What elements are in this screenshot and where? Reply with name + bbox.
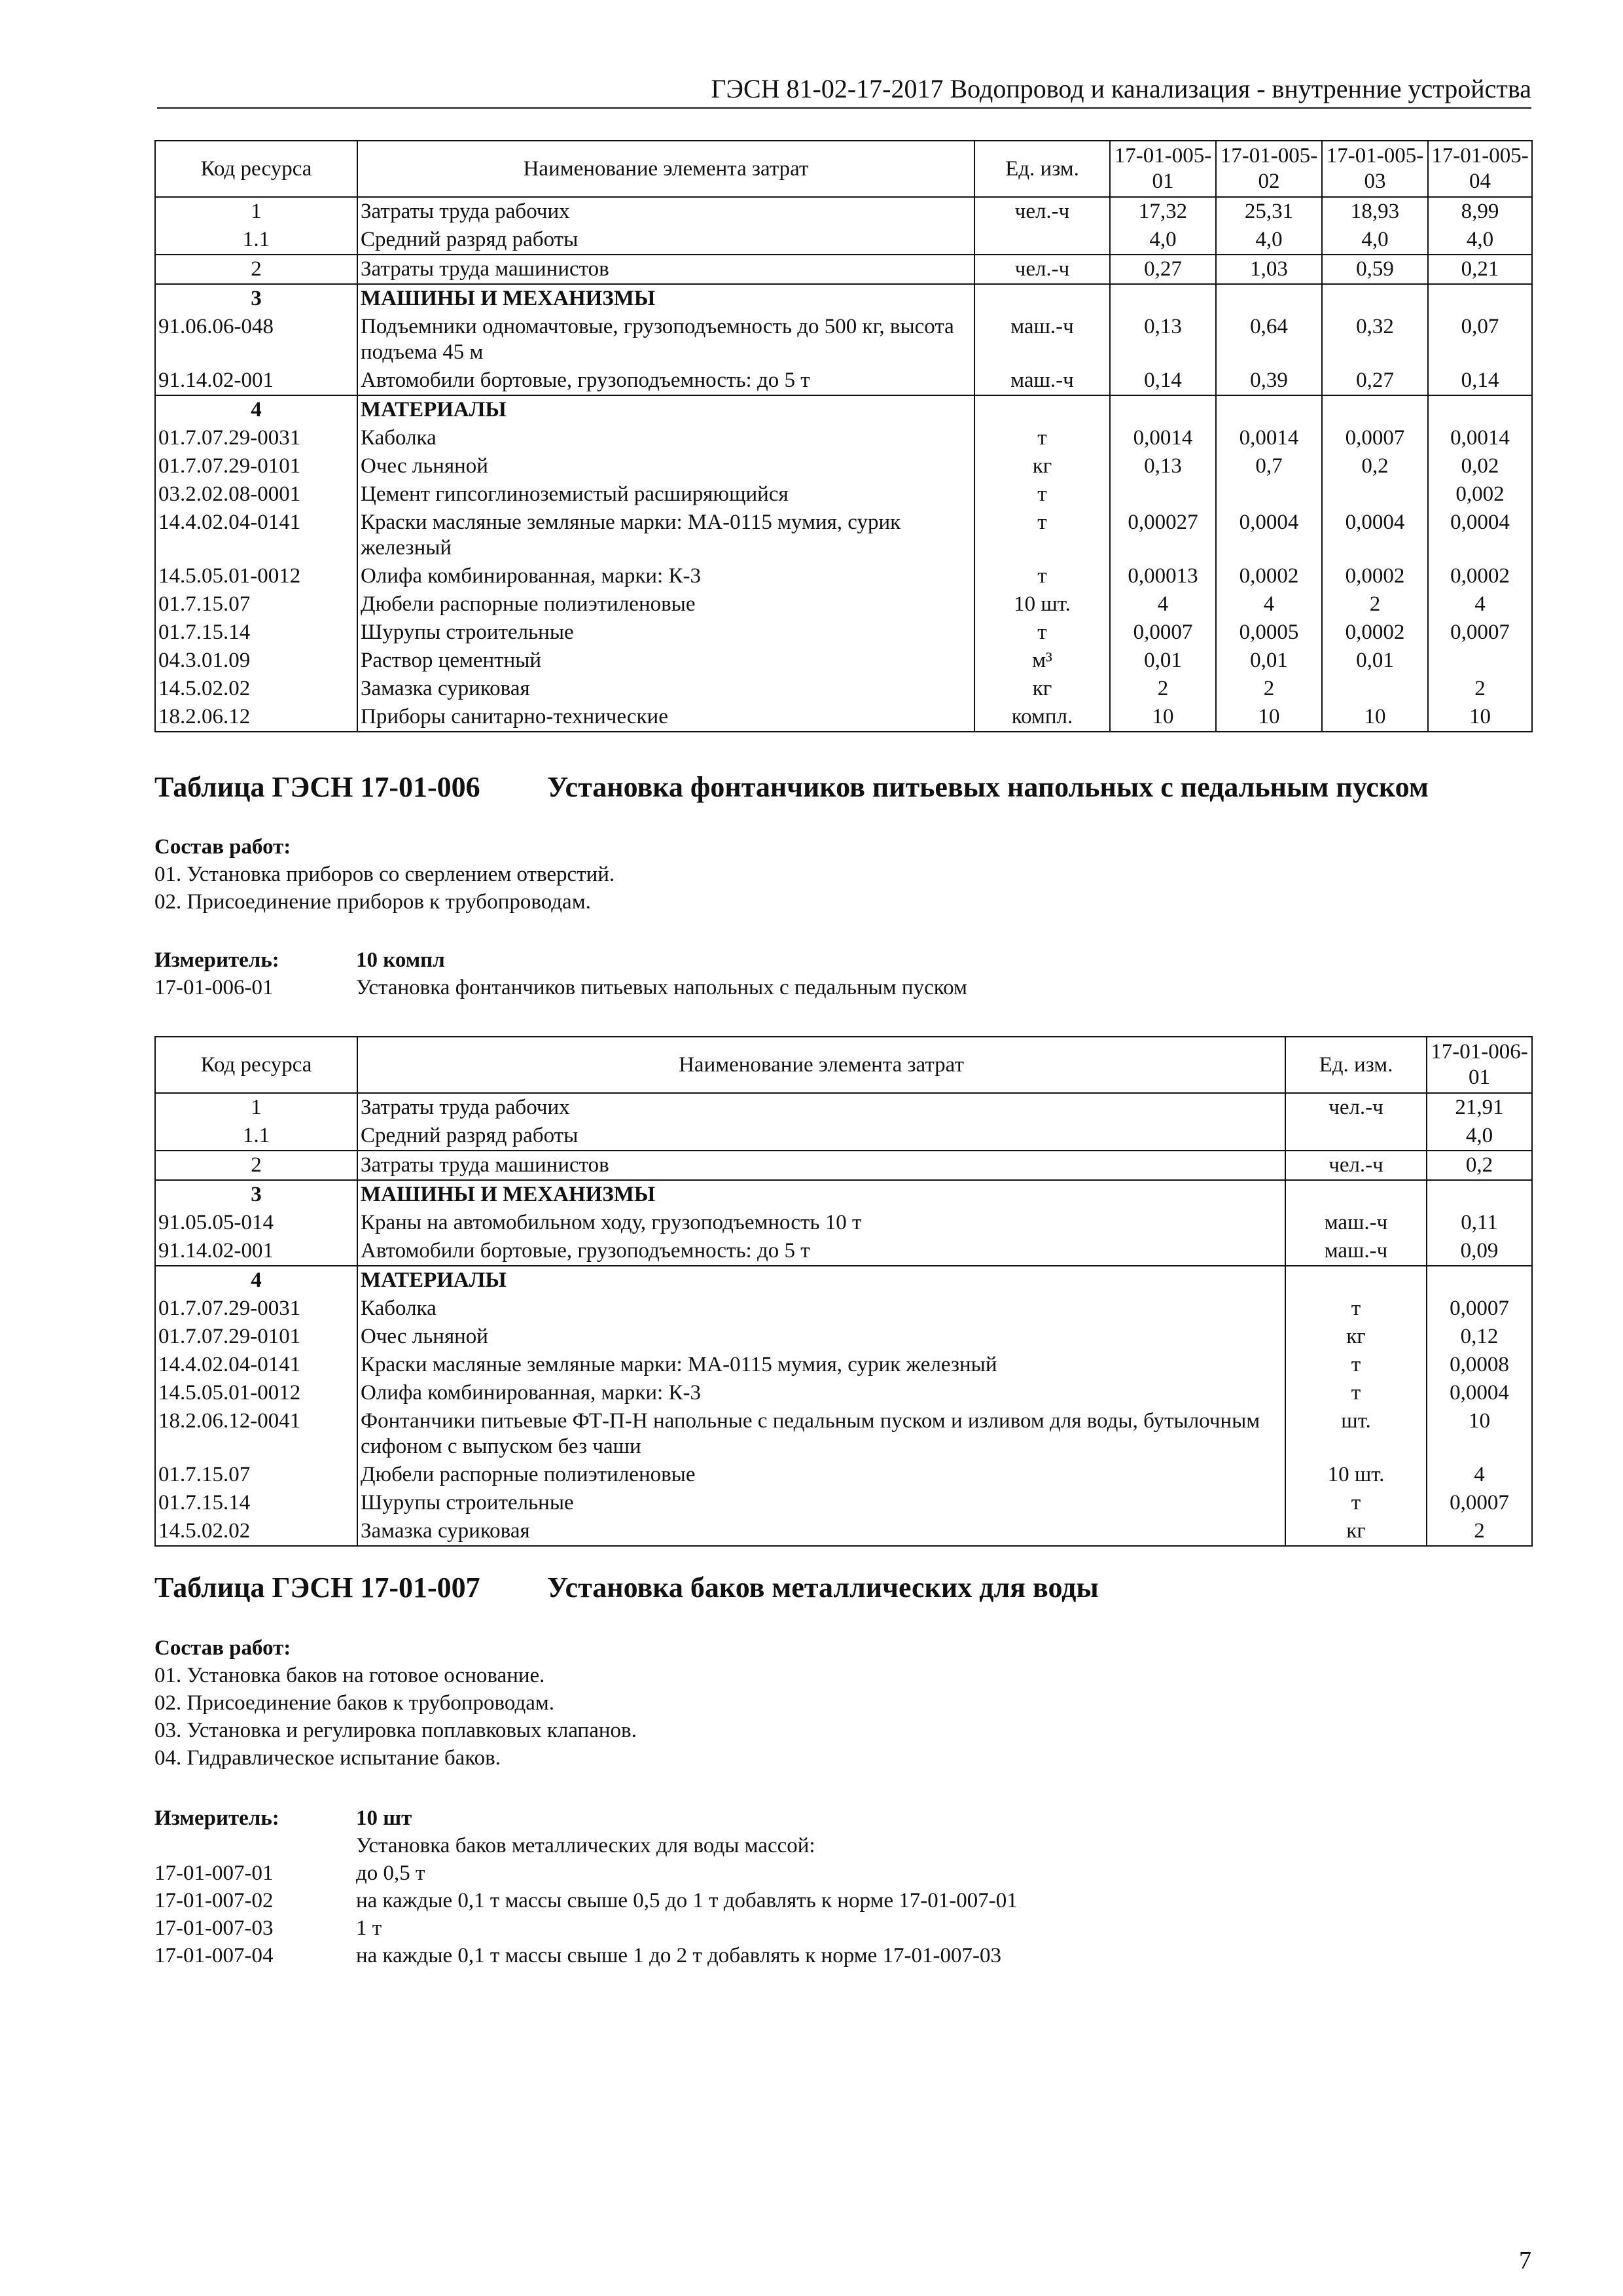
table-row bbox=[155, 1407, 1532, 1461]
resource-name: Фонтанчики питьевые ФТ-П-Н напольные с педальным пуском и изливом для воды, бутылочным сифоном с выпуском без чаши bbox=[357, 1407, 1285, 1461]
norm-code: 17-01-007-04 bbox=[154, 1944, 274, 1967]
unit-cell: т bbox=[974, 619, 1110, 647]
resource-code: 2 bbox=[155, 1151, 357, 1180]
unit-cell: 10 шт. bbox=[1285, 1461, 1427, 1489]
table-title-006 bbox=[154, 770, 1429, 804]
value-cell: 2 bbox=[1322, 590, 1428, 619]
table-row bbox=[155, 590, 1532, 619]
value-cell: 0,13 bbox=[1110, 313, 1216, 367]
table-row bbox=[155, 1489, 1532, 1517]
table-row bbox=[155, 367, 1532, 395]
col-norm-header: 17-01-005-04 bbox=[1428, 141, 1532, 197]
value-cell: 10 bbox=[1428, 703, 1532, 732]
work-item: 01. Установка приборов со сверлением отверстий. bbox=[154, 863, 615, 886]
norm-text: 1 т bbox=[356, 1916, 382, 1940]
col-norm-header: 17-01-005-01 bbox=[1110, 141, 1216, 197]
value-cell: 0,0004 bbox=[1427, 1379, 1532, 1407]
value-cell: 0,14 bbox=[1428, 367, 1532, 395]
resource-name: Автомобили бортовые, грузоподъемность: до 5 т bbox=[357, 1237, 1285, 1266]
value-cell: 0,59 bbox=[1322, 255, 1428, 284]
unit-cell: т bbox=[974, 562, 1110, 590]
value-cell: 0,0004 bbox=[1428, 509, 1532, 562]
resource-code: 4 bbox=[155, 1266, 357, 1295]
norm-text: на каждые 0,1 т массы свыше 0,5 до 1 т добавлять к норме 17-01-007-01 bbox=[356, 1889, 1018, 1912]
resource-code: 03.2.02.08-0001 bbox=[155, 480, 357, 509]
value-cell: 8,99 bbox=[1428, 197, 1532, 226]
unit-cell: чел.-ч bbox=[1285, 1093, 1427, 1122]
unit-cell: маш.-ч bbox=[974, 367, 1110, 395]
value-cell bbox=[1427, 1180, 1532, 1209]
resource-code: 01.7.07.29-0031 bbox=[155, 1295, 357, 1323]
resource-name: Приборы санитарно-технические bbox=[357, 703, 974, 732]
value-cell bbox=[1216, 395, 1322, 424]
value-cell: 0,0004 bbox=[1216, 509, 1322, 562]
value-cell: 4,0 bbox=[1110, 226, 1216, 255]
value-cell: 0,0007 bbox=[1427, 1295, 1532, 1323]
table-row bbox=[155, 1122, 1532, 1151]
resource-name: Краны на автомобильном ходу, грузоподъемность 10 т bbox=[357, 1209, 1285, 1237]
value-cell bbox=[1428, 647, 1532, 675]
meter-label: Измеритель: bbox=[154, 1806, 279, 1830]
resource-code: 01.7.07.29-0101 bbox=[155, 452, 357, 480]
value-cell: 4 bbox=[1427, 1461, 1532, 1489]
table-row bbox=[155, 255, 1532, 284]
table-row bbox=[155, 675, 1532, 703]
value-cell: 18,93 bbox=[1322, 197, 1428, 226]
value-cell: 2 bbox=[1216, 675, 1322, 703]
table-row bbox=[155, 1266, 1532, 1295]
value-cell: 0,0014 bbox=[1428, 424, 1532, 452]
resource-code: 01.7.15.14 bbox=[155, 1489, 357, 1517]
resource-name: Олифа комбинированная, марки: К-3 bbox=[357, 562, 974, 590]
unit-cell: чел.-ч bbox=[974, 255, 1110, 284]
resource-name: Каболка bbox=[357, 1295, 1285, 1323]
value-cell: 1,03 bbox=[1216, 255, 1322, 284]
resource-code: 1 bbox=[155, 1093, 357, 1122]
table-row bbox=[155, 1461, 1532, 1489]
value-cell: 0,02 bbox=[1428, 452, 1532, 480]
works-label: Состав работ: bbox=[154, 1636, 291, 1660]
work-item: 02. Присоединение приборов к трубопроводам. bbox=[154, 890, 591, 914]
resource-code: 14.5.02.02 bbox=[155, 675, 357, 703]
works-block-007 bbox=[154, 1634, 637, 1772]
table-label: Таблица ГЭСН 17-01-006 bbox=[154, 771, 480, 803]
resource-name: Краски масляные земляные марки: МА-0115 мумия, сурик железный bbox=[357, 1351, 1285, 1379]
unit-cell: т bbox=[1285, 1379, 1427, 1407]
resource-code: 91.05.05-014 bbox=[155, 1209, 357, 1237]
table-row bbox=[155, 452, 1532, 480]
table-row bbox=[155, 197, 1532, 226]
value-cell bbox=[1110, 395, 1216, 424]
unit-cell: 10 шт. bbox=[974, 590, 1110, 619]
resource-code: 91.06.06-048 bbox=[155, 313, 357, 367]
value-cell: 0,09 bbox=[1427, 1237, 1532, 1266]
resource-code: 14.5.05.01-0012 bbox=[155, 562, 357, 590]
value-cell: 10 bbox=[1110, 703, 1216, 732]
resource-name: Дюбели распорные полиэтиленовые bbox=[357, 1461, 1285, 1489]
value-cell: 10 bbox=[1427, 1407, 1532, 1461]
resource-code: 01.7.15.14 bbox=[155, 619, 357, 647]
resource-name: Дюбели распорные полиэтиленовые bbox=[357, 590, 974, 619]
norm-code: 17-01-007-02 bbox=[154, 1889, 274, 1912]
table-row bbox=[155, 1151, 1532, 1180]
value-cell: 0,0004 bbox=[1322, 509, 1428, 562]
resource-name: Подъемники одномачтовые, грузоподъемность до 500 кг, высота подъема 45 м bbox=[357, 313, 974, 367]
table-row bbox=[155, 1323, 1532, 1351]
table-row bbox=[155, 395, 1532, 424]
resource-name: Раствор цементный bbox=[357, 647, 974, 675]
page-number: 7 bbox=[1519, 2247, 1531, 2274]
value-cell: 4,0 bbox=[1216, 226, 1322, 255]
resource-code: 01.7.15.07 bbox=[155, 1461, 357, 1489]
value-cell: 0,32 bbox=[1322, 313, 1428, 367]
resource-name: МАШИНЫ И МЕХАНИЗМЫ bbox=[357, 284, 974, 313]
table-row bbox=[155, 284, 1532, 313]
unit-cell: кг bbox=[974, 452, 1110, 480]
unit-cell: чел.-ч bbox=[974, 197, 1110, 226]
header-rule bbox=[157, 107, 1531, 109]
value-cell: 0,01 bbox=[1216, 647, 1322, 675]
unit-cell: компл. bbox=[974, 703, 1110, 732]
resource-name: Средний разряд работы bbox=[357, 226, 974, 255]
resource-code: 04.3.01.09 bbox=[155, 647, 357, 675]
unit-cell: кг bbox=[1285, 1517, 1427, 1546]
value-cell: 2 bbox=[1427, 1517, 1532, 1546]
value-cell: 0,0002 bbox=[1322, 562, 1428, 590]
meter-label: Измеритель: bbox=[154, 948, 279, 972]
value-cell: 2 bbox=[1110, 675, 1216, 703]
resource-name: Затраты труда машинистов bbox=[357, 1151, 1285, 1180]
resource-code: 3 bbox=[155, 284, 357, 313]
table-name: Установка баков металлических для воды bbox=[547, 1571, 1099, 1604]
value-cell bbox=[1322, 395, 1428, 424]
col-name-header: Наименование элемента затрат bbox=[357, 141, 974, 197]
value-cell: 0,27 bbox=[1110, 255, 1216, 284]
unit-cell: т bbox=[974, 509, 1110, 562]
value-cell: 0,21 bbox=[1428, 255, 1532, 284]
norm-text: до 0,5 т bbox=[356, 1861, 425, 1885]
resource-name: МАТЕРИАЛЫ bbox=[357, 1266, 1285, 1295]
value-cell: 4,0 bbox=[1428, 226, 1532, 255]
unit-cell: м³ bbox=[974, 647, 1110, 675]
resource-name: Замазка суриковая bbox=[357, 675, 974, 703]
value-cell: 4,0 bbox=[1427, 1122, 1532, 1151]
value-cell bbox=[1428, 284, 1532, 313]
table-row bbox=[155, 509, 1532, 562]
resource-name: МАШИНЫ И МЕХАНИЗМЫ bbox=[357, 1180, 1285, 1209]
value-cell: 0,0002 bbox=[1322, 619, 1428, 647]
resource-name: Затраты труда машинистов bbox=[357, 255, 974, 284]
meter-value: 10 компл bbox=[356, 948, 445, 972]
table-label: Таблица ГЭСН 17-01-007 bbox=[154, 1571, 480, 1604]
table-row bbox=[155, 619, 1532, 647]
value-cell bbox=[1110, 284, 1216, 313]
resource-code: 01.7.07.29-0101 bbox=[155, 1323, 357, 1351]
value-cell: 0,14 bbox=[1110, 367, 1216, 395]
unit-cell bbox=[974, 395, 1110, 424]
value-cell: 0,39 bbox=[1216, 367, 1322, 395]
value-cell: 0,0007 bbox=[1110, 619, 1216, 647]
unit-cell bbox=[974, 284, 1110, 313]
resource-code: 91.14.02-001 bbox=[155, 367, 357, 395]
value-cell: 0,07 bbox=[1428, 313, 1532, 367]
value-cell bbox=[1427, 1266, 1532, 1295]
norm-code: 17-01-006-01 bbox=[154, 976, 274, 999]
unit-cell: маш.-ч bbox=[1285, 1209, 1427, 1237]
value-cell: 0,01 bbox=[1322, 647, 1428, 675]
value-cell: 0,00013 bbox=[1110, 562, 1216, 590]
running-header: ГЭСН 81-02-17-2017 Водопровод и канализация - внутренние устройства bbox=[711, 74, 1531, 103]
value-cell: 0,0014 bbox=[1216, 424, 1322, 452]
table-row bbox=[155, 703, 1532, 732]
value-cell: 0,0014 bbox=[1110, 424, 1216, 452]
value-cell: 21,91 bbox=[1427, 1093, 1532, 1122]
resource-code: 01.7.07.29-0031 bbox=[155, 424, 357, 452]
resource-name: Олифа комбинированная, марки: К-3 bbox=[357, 1379, 1285, 1407]
table-row bbox=[155, 1517, 1532, 1546]
work-item: 03. Установка и регулировка поплавковых клапанов. bbox=[154, 1719, 637, 1742]
value-cell bbox=[1216, 480, 1322, 509]
table-row bbox=[155, 1180, 1532, 1209]
resource-name: Замазка суриковая bbox=[357, 1517, 1285, 1546]
table-row bbox=[155, 424, 1532, 452]
value-cell: 17,32 bbox=[1110, 197, 1216, 226]
col-unit-header: Ед. изм. bbox=[1285, 1037, 1427, 1093]
table-row bbox=[155, 1351, 1532, 1379]
value-cell: 4,0 bbox=[1322, 226, 1428, 255]
resource-name: Затраты труда рабочих bbox=[357, 197, 974, 226]
resource-name: Цемент гипсоглиноземистый расширяющийся bbox=[357, 480, 974, 509]
norm-code: 17-01-007-01 bbox=[154, 1861, 274, 1885]
resource-code: 1 bbox=[155, 197, 357, 226]
table-title-007 bbox=[154, 1571, 1099, 1605]
table-row bbox=[155, 1093, 1532, 1122]
norm-code: 17-01-007-03 bbox=[154, 1916, 274, 1940]
unit-cell: шт. bbox=[1285, 1407, 1427, 1461]
value-cell: 10 bbox=[1216, 703, 1322, 732]
table-row bbox=[155, 1295, 1532, 1323]
value-cell bbox=[1110, 480, 1216, 509]
norm-text: Установка фонтанчиков питьевых напольных с педальным пуском bbox=[356, 976, 967, 999]
meter-value: 10 шт bbox=[356, 1806, 412, 1830]
resource-name: Каболка bbox=[357, 424, 974, 452]
col-name-header: Наименование элемента затрат bbox=[357, 1037, 1285, 1093]
resource-code: 18.2.06.12 bbox=[155, 703, 357, 732]
table-row bbox=[155, 1379, 1532, 1407]
table-header-row bbox=[155, 141, 1532, 197]
resource-name: Краски масляные земляные марки: МА-0115 мумия, сурик железный bbox=[357, 509, 974, 562]
value-cell: 0,00027 bbox=[1110, 509, 1216, 562]
value-cell bbox=[1216, 284, 1322, 313]
table-row bbox=[155, 1237, 1532, 1266]
value-cell: 0,2 bbox=[1322, 452, 1428, 480]
value-cell: 0,11 bbox=[1427, 1209, 1532, 1237]
work-item: 04. Гидравлическое испытание баков. bbox=[154, 1746, 501, 1770]
table-header-row bbox=[155, 1037, 1532, 1093]
resource-code: 3 bbox=[155, 1180, 357, 1209]
value-cell: 0,0002 bbox=[1428, 562, 1532, 590]
unit-cell bbox=[1285, 1266, 1427, 1295]
unit-cell: чел.-ч bbox=[1285, 1151, 1427, 1180]
unit-cell: т bbox=[1285, 1489, 1427, 1517]
value-cell: 0,7 bbox=[1216, 452, 1322, 480]
resource-name: Средний разряд работы bbox=[357, 1122, 1285, 1151]
unit-cell: т bbox=[1285, 1351, 1427, 1379]
col-unit-header: Ед. изм. bbox=[974, 141, 1110, 197]
resource-code: 14.4.02.04-0141 bbox=[155, 509, 357, 562]
unit-cell bbox=[974, 226, 1110, 255]
unit-cell: маш.-ч bbox=[1285, 1237, 1427, 1266]
resource-code: 14.5.02.02 bbox=[155, 1517, 357, 1546]
table-row bbox=[155, 226, 1532, 255]
table-row bbox=[155, 1209, 1532, 1237]
norms-intro: Установка баков металлических для воды массой: bbox=[356, 1834, 815, 1857]
resource-name: Автомобили бортовые, грузоподъемность: до 5 т bbox=[357, 367, 974, 395]
resource-code: 18.2.06.12-0041 bbox=[155, 1407, 357, 1461]
value-cell: 0,0007 bbox=[1428, 619, 1532, 647]
value-cell: 4 bbox=[1110, 590, 1216, 619]
resource-name: Шурупы строительные bbox=[357, 619, 974, 647]
value-cell: 10 bbox=[1322, 703, 1428, 732]
resource-code: 1.1 bbox=[155, 226, 357, 255]
value-cell bbox=[1322, 480, 1428, 509]
resource-code: 01.7.15.07 bbox=[155, 590, 357, 619]
col-norm-header: 17-01-005-03 bbox=[1322, 141, 1428, 197]
value-cell: 4 bbox=[1216, 590, 1322, 619]
unit-cell: т bbox=[974, 424, 1110, 452]
norm-text: на каждые 0,1 т массы свыше 1 до 2 т добавлять к норме 17-01-007-03 bbox=[356, 1944, 1001, 1967]
col-norm-header: 17-01-006-01 bbox=[1427, 1037, 1532, 1093]
value-cell: 25,31 bbox=[1216, 197, 1322, 226]
resource-name: Очес льняной bbox=[357, 452, 974, 480]
value-cell: 0,002 bbox=[1428, 480, 1532, 509]
resource-code: 14.4.02.04-0141 bbox=[155, 1351, 357, 1379]
resource-name: Затраты труда рабочих bbox=[357, 1093, 1285, 1122]
value-cell: 0,2 bbox=[1427, 1151, 1532, 1180]
work-item: 02. Присоединение баков к трубопроводам. bbox=[154, 1691, 555, 1715]
unit-cell: маш.-ч bbox=[974, 313, 1110, 367]
unit-cell bbox=[1285, 1180, 1427, 1209]
value-cell: 0,13 bbox=[1110, 452, 1216, 480]
col-norm-header: 17-01-005-02 bbox=[1216, 141, 1322, 197]
table-row bbox=[155, 480, 1532, 509]
unit-cell: т bbox=[1285, 1295, 1427, 1323]
unit-cell bbox=[1285, 1122, 1427, 1151]
table-row bbox=[155, 562, 1532, 590]
col-code-header: Код ресурса bbox=[155, 141, 357, 197]
resource-code: 91.14.02-001 bbox=[155, 1237, 357, 1266]
table-row bbox=[155, 313, 1532, 367]
resource-code: 2 bbox=[155, 255, 357, 284]
resource-table-17-01-005 bbox=[154, 140, 1533, 732]
table-name: Установка фонтанчиков питьевых напольных с педальным пуском bbox=[547, 771, 1429, 803]
col-code-header: Код ресурса bbox=[155, 1037, 357, 1093]
value-cell: 4 bbox=[1428, 590, 1532, 619]
value-cell: 0,0008 bbox=[1427, 1351, 1532, 1379]
unit-cell: кг bbox=[1285, 1323, 1427, 1351]
unit-cell: т bbox=[974, 480, 1110, 509]
resource-code: 14.5.05.01-0012 bbox=[155, 1379, 357, 1407]
value-cell: 0,0007 bbox=[1427, 1489, 1532, 1517]
value-cell: 0,0007 bbox=[1322, 424, 1428, 452]
table-row bbox=[155, 647, 1532, 675]
value-cell: 0,01 bbox=[1110, 647, 1216, 675]
resource-table-17-01-006 bbox=[154, 1036, 1533, 1547]
value-cell: 0,0005 bbox=[1216, 619, 1322, 647]
resource-name: МАТЕРИАЛЫ bbox=[357, 395, 974, 424]
works-label: Состав работ: bbox=[154, 835, 291, 859]
value-cell: 2 bbox=[1428, 675, 1532, 703]
resource-code: 1.1 bbox=[155, 1122, 357, 1151]
value-cell bbox=[1428, 395, 1532, 424]
value-cell bbox=[1322, 284, 1428, 313]
value-cell: 0,12 bbox=[1427, 1323, 1532, 1351]
unit-cell: кг bbox=[974, 675, 1110, 703]
work-item: 01. Установка баков на готовое основание. bbox=[154, 1664, 545, 1687]
resource-name: Шурупы строительные bbox=[357, 1489, 1285, 1517]
works-block-006 bbox=[154, 833, 615, 916]
resource-code: 4 bbox=[155, 395, 357, 424]
value-cell bbox=[1322, 675, 1428, 703]
resource-name: Очес льняной bbox=[357, 1323, 1285, 1351]
value-cell: 0,0002 bbox=[1216, 562, 1322, 590]
value-cell: 0,27 bbox=[1322, 367, 1428, 395]
value-cell: 0,64 bbox=[1216, 313, 1322, 367]
